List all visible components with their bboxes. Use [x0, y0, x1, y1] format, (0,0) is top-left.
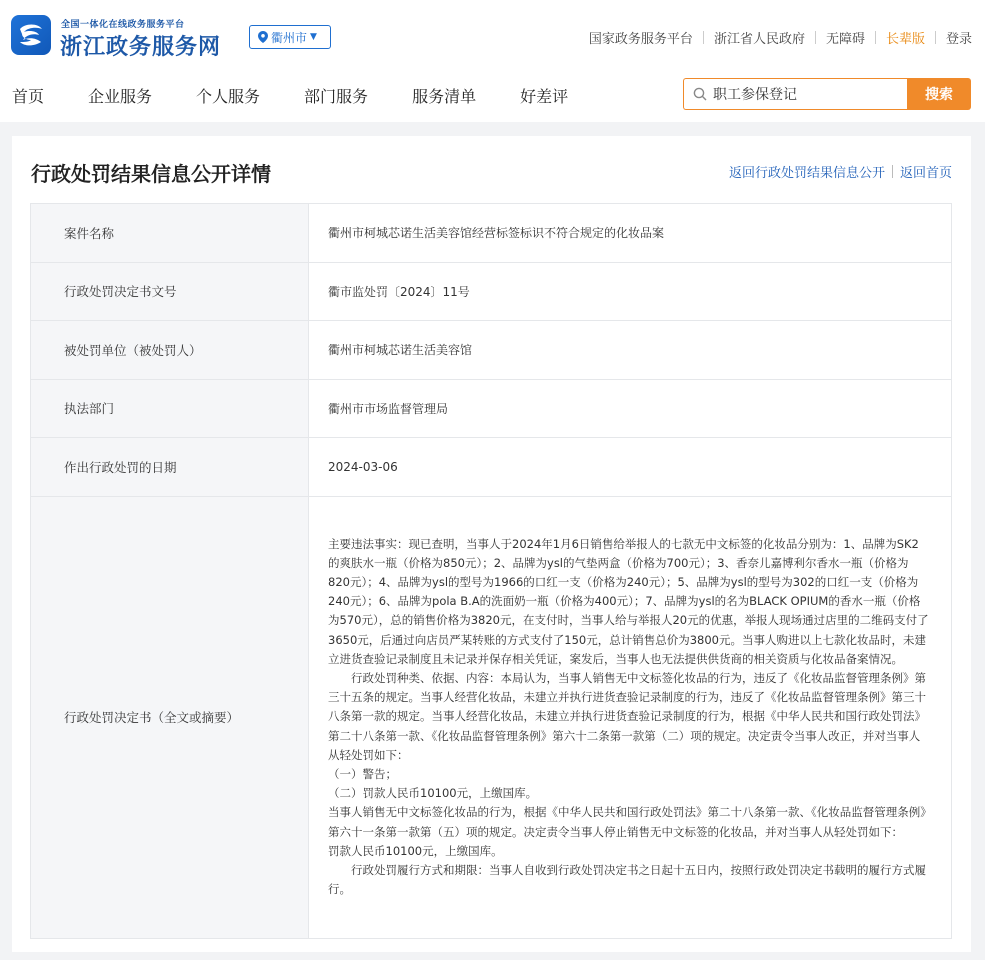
row-value: 衢州市柯城芯诺生活美容馆 [309, 321, 952, 380]
city-label: 衢州市 [271, 30, 308, 45]
nav-enterprise[interactable]: 企业服务 [88, 87, 153, 106]
nav-home[interactable]: 首页 [12, 87, 45, 106]
link-elder-mode[interactable]: 长辈版 [885, 32, 925, 47]
row-label: 被处罚单位（被处罚人） [31, 321, 309, 380]
table-row [31, 204, 952, 263]
location-pin-icon [258, 31, 268, 43]
link-accessibility[interactable]: 无障碍 [825, 32, 865, 47]
nav-department[interactable]: 部门服务 [304, 87, 369, 106]
divider [815, 31, 816, 44]
site-header [0, 0, 985, 122]
top-links [589, 28, 972, 47]
row-label: 执法部门 [31, 379, 309, 438]
row-value: 衢州市市场监督管理局 [309, 379, 952, 438]
row-label: 案件名称 [31, 204, 309, 263]
back-to-list-link[interactable]: 返回行政处罚结果信息公开 [728, 166, 885, 181]
divider [935, 31, 936, 44]
table-row [31, 262, 952, 321]
table-row [31, 438, 952, 497]
row-label: 行政处罚决定书（全文或摘要） [31, 496, 309, 938]
row-label: 行政处罚决定书文号 [31, 262, 309, 321]
row-value: 衢州市柯城芯诺生活美容馆经营标签标识不符合规定的化妆品案 [309, 204, 952, 263]
back-home-link[interactable]: 返回首页 [899, 166, 952, 181]
logo-title: 浙江政务服务网 [60, 34, 222, 60]
nav-personal[interactable]: 个人服务 [196, 87, 261, 106]
page-title: 行政处罚结果信息公开详情 [31, 162, 271, 186]
decision-text [309, 496, 952, 938]
divider [875, 31, 876, 44]
search-input[interactable] [683, 78, 907, 110]
caret-down-icon: ▼ [310, 32, 317, 42]
search-bar [683, 78, 971, 110]
decision-paragraph: 行政处罚种类、依据、内容：本局认为，当事人销售无中文标签化妆品的行为，违反了《化妆品监督管理条例》第三十五条的规定。当事人经营化妆品，未建立并执行进货查验记录制度的行为，违反了《化妆品监督管理条例》第三十八条第一款的规定。当事人经营化妆品，未建立并执行进货查验记录制度的行为，根据《中华人民共和国行政处罚法》第二十八条第一款、《化妆品监督管理条例》第六十二条第一款第（二）项的规定。决定责令当事人改正，并对当事人从轻处罚如下： [328, 670, 926, 762]
detail-table [30, 203, 952, 939]
divider [892, 165, 893, 178]
city-selector[interactable] [249, 25, 331, 49]
row-value: 2024-03-06 [309, 438, 952, 497]
link-login[interactable]: 登录 [945, 32, 972, 47]
panel-links [729, 162, 952, 181]
table-row [31, 379, 952, 438]
row-label: 作出行政处罚的日期 [31, 438, 309, 497]
table-row [31, 496, 952, 938]
decision-paragraph: 主要违法事实：现已查明，当事人于2024年1月6日销售给举报人的七款无中文标签的化妆品分别为：1、品牌为SK2的爽肤水一瓶（价格为850元）；2、品牌为ysl的气垫两盒（价格为700元）；3、香奈儿嘉博利尔香水一瓶（价格为820元）；4、品牌为ysl的型号为1966的口红一支（价格为240元）；5、品牌为ysl的型号为302的口红一支（价格为240元）；6、品牌为pola B.A的洗面奶一瓶（价格为400元）；7、品牌为ysl的名为BLACK OPIUM的香水一瓶（价格为570元），总的销售价格为3820元，在支付时，当事人给与举报人20元的优惠，举报人现场通过店里的二维码支付了3650元，后通过向店员严某转账的方式支付了150元，总计销售总价为3800元。当事人购进以上七款化妆品时，未建立进货查验记录制度且未记录并保存相关凭证，案发后，当事人也无法提供供货商的相关资质与化妆品备案情况。 [328, 536, 929, 666]
decision-paragraph: 当事人销售无中文标签化妆品的行为，根据《中华人民共和国行政处罚法》第二十八条第一款、《化妆品监督管理条例》第六十一条第一款第（五）项的规定。决定责令当事人停止销售无中文标签的化妆品，并对当事人从轻处罚如下： [328, 805, 926, 839]
logo-icon [11, 15, 51, 55]
decision-paragraph: 行政处罚履行方式和期限：当事人自收到行政处罚决定书之日起十五日内，按照行政处罚决定书载明的履行方式履行。 [328, 863, 926, 897]
divider [703, 31, 704, 44]
nav-rating[interactable]: 好差评 [520, 87, 569, 106]
decision-paragraph: （一）警告； [328, 767, 397, 781]
search-button[interactable]: 搜索 [907, 78, 971, 110]
row-value: 衢市监处罚〔2024〕11号 [309, 262, 952, 321]
decision-paragraph: 罚款人民币10100元，上缴国库。 [328, 843, 503, 858]
link-zhejiang-government[interactable]: 浙江省人民政府 [713, 32, 805, 47]
logo-subtitle: 全国一体化在线政务服务平台 [61, 20, 185, 30]
nav-service-list[interactable]: 服务清单 [412, 87, 477, 106]
search-value: 职工参保登记 [713, 87, 797, 103]
main-nav [12, 84, 612, 107]
table-row [31, 321, 952, 380]
detail-panel [12, 136, 971, 952]
decision-paragraph: （二）罚款人民币10100元，上缴国库。 [328, 786, 538, 801]
site-logo[interactable] [11, 15, 241, 59]
search-icon [693, 87, 707, 101]
link-national-platform[interactable]: 国家政务服务平台 [588, 32, 693, 47]
